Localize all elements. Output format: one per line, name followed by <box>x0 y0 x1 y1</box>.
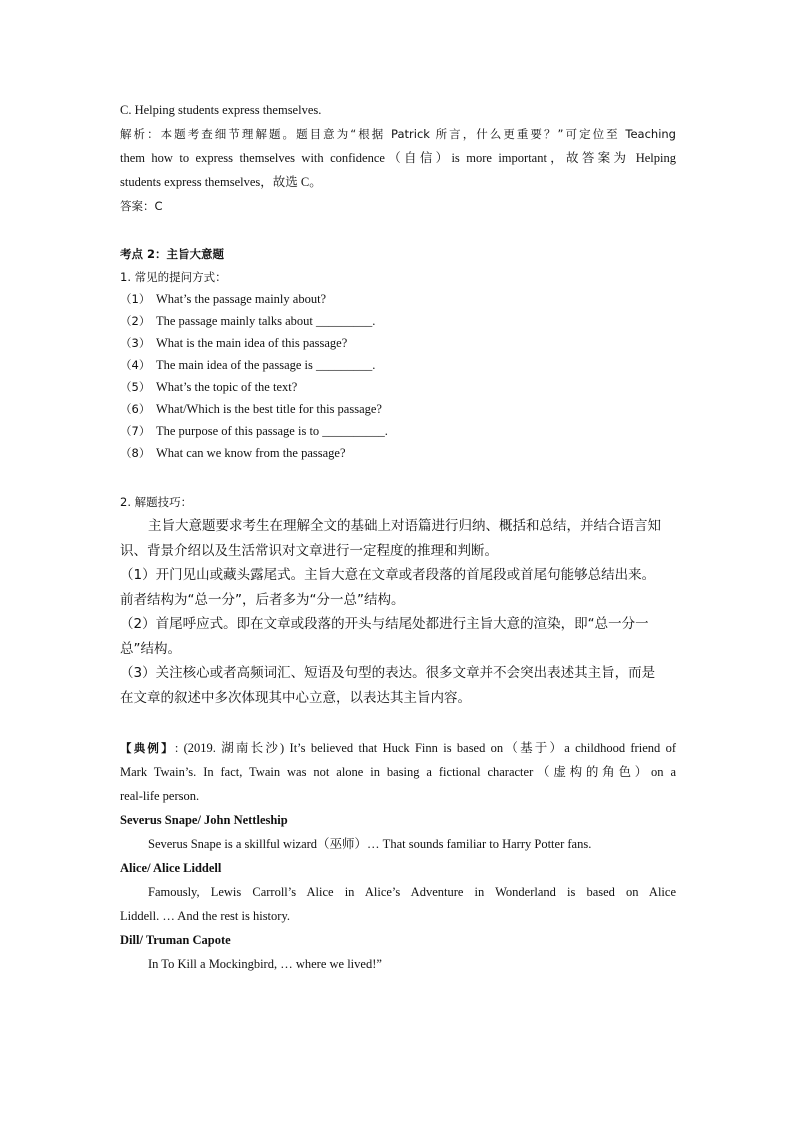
list-text: What is the main idea of this passage? <box>156 336 348 350</box>
example-heading-2: Alice/ Alice Liddell <box>120 861 222 875</box>
tips-paragraph-2a: （1）开门见山或藏头露尾式。主旨大意在文章或者段落的首尾段或首尾句能够总结出来。 <box>120 567 656 583</box>
list-item <box>120 288 676 310</box>
option-c: C. Helping students express themselves. <box>120 103 322 117</box>
list-text: What’s the topic of the text? <box>156 380 298 394</box>
example-intro-line-3: real-life person. <box>120 789 200 803</box>
tips-paragraph-4a: （3）关注核心或者高频词汇、短语及句型的表达。很多文章并不会突出表述其主旨，而是 <box>120 665 656 681</box>
answer: 答案：C <box>120 199 163 213</box>
tips-paragraph-1b: 识、背景介绍以及生活常识对文章进行一定程度的推理和判断。 <box>120 542 498 559</box>
question-list <box>120 288 676 464</box>
example-intro-line-1 <box>120 736 676 760</box>
spacer <box>120 464 676 490</box>
tips-paragraph-3b: 总”结构。 <box>120 640 181 657</box>
list-text: What’s the passage mainly about? <box>156 292 327 306</box>
example-paragraph-2b: Liddell. … And the rest is history. <box>120 909 291 923</box>
list-text: The passage mainly talks about _________. <box>156 314 376 328</box>
list-text: What can we know from the passage? <box>156 446 346 460</box>
document-page <box>120 98 676 976</box>
list-text: The main idea of the passage is _________. <box>156 358 376 372</box>
list-number: （6） <box>120 402 151 416</box>
spacer <box>120 218 676 242</box>
list-item <box>120 420 676 442</box>
example-paragraph-1: Severus Snape is a skillful wizard（巫师）… That sounds familiar to Harry Potter fans. <box>148 837 592 851</box>
subheading-tips: 2. 解题技巧： <box>120 495 193 509</box>
list-number: （4） <box>120 358 151 372</box>
example-intro-text: : (2019. 湖南长沙) It’s believed that Huck Finn is based on（基于）a childhood friend of <box>174 741 676 755</box>
example-paragraph-3: In To Kill a Mockingbird, … where we lived!” <box>148 957 382 971</box>
list-text: The purpose of this passage is to __________. <box>156 424 388 438</box>
example-heading-3: Dill/ Truman Capote <box>120 933 231 947</box>
analysis-line-1: 解析：本题考查细节理解题。题目意为“根据 Patrick 所言，什么更重要？”可定位至 Teaching <box>120 127 676 141</box>
example-intro-line-2: Mark Twain’s. In fact, Twain was not alone in basing a fictional character（虚构的角色）on a <box>120 765 676 779</box>
list-number: （7） <box>120 424 151 438</box>
list-number: （8） <box>120 446 151 460</box>
list-number: （2） <box>120 314 151 328</box>
list-item <box>120 376 676 398</box>
spacer <box>120 710 676 736</box>
example-label: 【典例】 <box>120 741 175 755</box>
analysis-line-2: them how to express themselves with confidence（自信）is more important，故答案为 Helping <box>120 151 676 165</box>
list-item <box>120 442 676 464</box>
example-paragraph-2a: Famously, Lewis Carroll’s Alice in Alice’s Adventure in Wonderland is based on Alice <box>148 885 676 899</box>
list-text: What/Which is the best title for this passage? <box>156 402 382 416</box>
list-number: （5） <box>120 380 151 394</box>
tips-paragraph-1a: 主旨大意题要求考生在理解全文的基础上对语篇进行归纳、概括和总结，并结合语言知 <box>148 518 661 534</box>
tips-paragraph-3a: （2）首尾呼应式。即在文章或段落的开头与结尾处都进行主旨大意的渲染，即“总一分一 <box>120 616 649 632</box>
list-item <box>120 310 676 332</box>
list-item <box>120 332 676 354</box>
list-number: （1） <box>120 292 151 306</box>
section-title: 考点 2：主旨大意题 <box>120 247 225 261</box>
list-item <box>120 354 676 376</box>
list-item <box>120 398 676 420</box>
list-number: （3） <box>120 336 151 350</box>
analysis-line-3: students express themselves，故选 C。 <box>120 175 322 189</box>
tips-paragraph-4b: 在文章的叙述中多次体现其中心立意，以表达其主旨内容。 <box>120 689 471 706</box>
example-heading-1: Severus Snape/ John Nettleship <box>120 813 288 827</box>
tips-paragraph-2b: 前者结构为“总一分”，后者多为“分一总”结构。 <box>120 591 405 608</box>
subheading-question-types: 1. 常见的提问方式： <box>120 270 227 284</box>
